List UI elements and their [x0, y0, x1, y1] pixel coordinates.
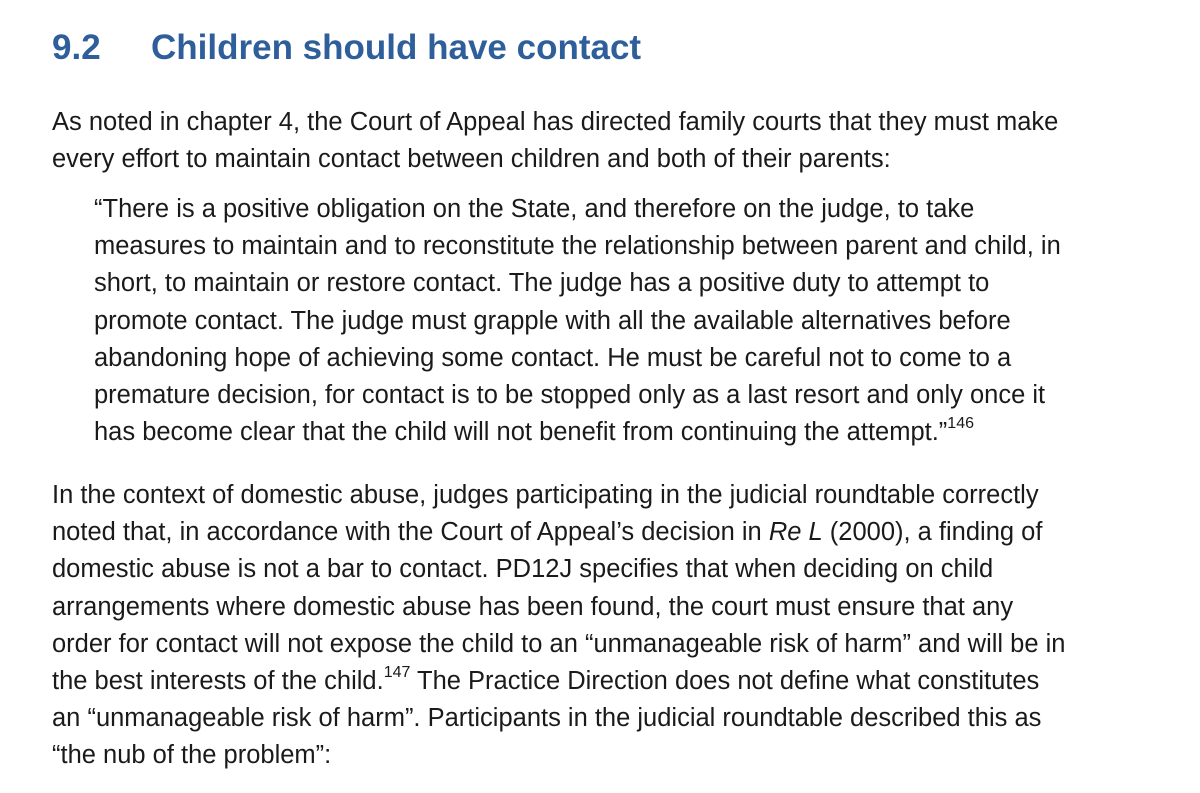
section-number: 9.2: [52, 28, 101, 67]
paragraph-text: The Practice Direction does not define what constitutes: [410, 667, 1040, 696]
paragraph-line: every effort to maintain contact between children and both of their parents:: [52, 145, 891, 174]
paragraph-line: [52, 663, 1065, 700]
quote-line: premature decision, for contact is to be stopped only as a last resort and only once it: [94, 381, 1046, 410]
paragraph-line: domestic abuse is not a bar to contact. PD12J specifies that when deciding on child: [52, 555, 994, 584]
paragraph-line: order for contact will not expose the child to an “unmanageable risk of harm” and will be in: [52, 629, 1066, 658]
paragraph-line: an “unmanageable risk of harm”. Participants in the judicial roundtable described this as: [52, 704, 1042, 733]
quote-line: promote contact. The judge must grapple with all the available alternatives before: [94, 306, 1011, 335]
court-of-appeal-quote: [94, 191, 1061, 451]
paragraph-text: (2000), a finding of: [822, 518, 1043, 547]
quote-line-text: has become clear that the child will not benefit from continuing the attempt.”: [94, 418, 948, 447]
domestic-abuse-paragraph: [52, 477, 1065, 775]
paragraph-line: arrangements where domestic abuse has been found, the court must ensure that any: [52, 592, 1014, 621]
paragraph-line: In the context of domestic abuse, judges participating in the judicial roundtable correctly: [52, 481, 1039, 509]
footnote-146-ref[interactable]: 146: [947, 415, 974, 433]
footnote-147-ref[interactable]: 147: [383, 664, 411, 682]
quote-line: abandoning hope of achieving some contact. He must be careful not to come to a: [94, 343, 1012, 372]
section-title: Children should have contact: [151, 28, 642, 67]
paragraph-line: [52, 514, 1065, 551]
case-name-re-l: Re L: [768, 518, 823, 547]
intro-paragraph: [52, 104, 1058, 178]
quote-line: measures to maintain and to reconstitute the relationship between parent and child, in: [94, 232, 1061, 261]
paragraph-text: noted that, in accordance with the Court of Appeal’s decision in: [52, 518, 769, 547]
quote-line: “There is a positive obligation on the State, and therefore on the judge, to take: [94, 195, 975, 223]
paragraph-line: As noted in chapter 4, the Court of Appeal has directed family courts that they must make: [52, 108, 1059, 136]
paragraph-text: the best interests of the child.: [52, 667, 384, 696]
paragraph-line: “the nub of the problem”:: [52, 741, 332, 770]
section-heading: [52, 26, 641, 70]
quote-line: short, to maintain or restore contact. The judge has a positive duty to attempt to: [94, 269, 990, 298]
quote-line-last: [94, 414, 1061, 451]
